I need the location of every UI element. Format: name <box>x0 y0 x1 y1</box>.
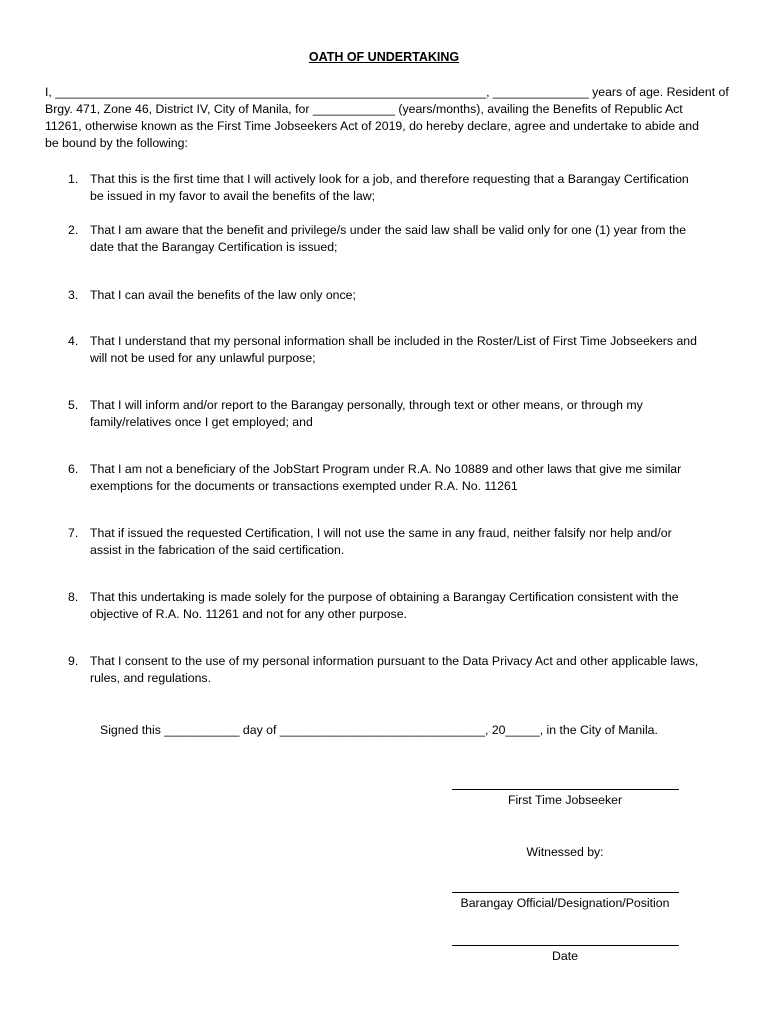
item-line: rules, and regulations. <box>90 671 211 685</box>
item-number: 5. <box>68 398 79 412</box>
date-line <box>452 945 679 946</box>
item-line: family/relatives once I get employed; and <box>90 415 313 429</box>
item-line: objective of R.A. No. 11261 and not for any other purpose. <box>90 607 407 621</box>
item-number: 1. <box>68 172 79 186</box>
item-line: That I understand that my personal information shall be included in the Roster/List of First Time Jobseekers and <box>90 334 697 348</box>
jobseeker-label: First Time Jobseeker <box>507 793 623 807</box>
item-line: assist in the fabrication of the said certification. <box>90 543 345 557</box>
item-text <box>90 222 730 256</box>
item-line: That I am aware that the benefit and privilege/s under the said law shall be valid only for one (1) year from the <box>90 223 687 237</box>
item-line: That I will inform and/or report to the Barangay personally, through text or other means, or through my <box>90 398 643 412</box>
document-title: OATH OF UNDERTAKING <box>308 50 460 64</box>
item-text <box>90 461 730 495</box>
item-line: That if issued the requested Certification, I will not use the same in any fraud, neither falsify nor help and/or <box>90 526 672 540</box>
item-text <box>90 653 730 687</box>
item-line: That I consent to the use of my personal information pursuant to the Data Privacy Act and other applicable laws, <box>90 654 699 668</box>
intro-line: be bound by the following: <box>45 136 188 150</box>
item-line: will not be used for any unlawful purpose; <box>90 351 316 365</box>
witnessed-by-label: Witnessed by: <box>526 845 604 859</box>
item-line: That I can avail the benefits of the law only once; <box>90 288 356 302</box>
item-number: 6. <box>68 462 79 476</box>
item-number: 8. <box>68 590 79 604</box>
item-text <box>90 589 730 623</box>
item-text <box>90 397 730 431</box>
official-label: Barangay Official/Designation/Position <box>460 896 670 910</box>
item-line: That this is the first time that I will actively look for a job, and therefore requesting that a Barangay Certification <box>90 172 689 186</box>
signed-date-line: Signed this ___________ day of ______________________________, 20_____, in the City of Manila. <box>100 723 658 737</box>
official-signature-line <box>452 892 679 893</box>
item-line: be issued in my favor to avail the benefits of the law; <box>90 189 376 203</box>
item-number: 9. <box>68 654 79 668</box>
item-text <box>90 333 730 367</box>
intro-line: 11261, otherwise known as the First Time Jobseekers Act of 2019, do hereby declare, agree and undertake to abide and <box>45 119 699 133</box>
jobseeker-signature-line <box>452 789 679 790</box>
item-number: 4. <box>68 334 79 348</box>
item-text <box>90 171 730 205</box>
item-line: That this undertaking is made solely for the purpose of obtaining a Barangay Certification consistent with the <box>90 590 679 604</box>
item-number: 2. <box>68 223 79 237</box>
item-line: date that the Barangay Certification is issued; <box>90 240 338 254</box>
intro-line: I, _______________________________________________________________, ______________ years of age. Resident of <box>45 85 729 99</box>
item-line: That I am not a beneficiary of the JobStart Program under R.A. No 10889 and other laws that give me similar <box>90 462 682 476</box>
item-text <box>90 525 730 559</box>
intro-paragraph <box>45 84 729 152</box>
item-number: 3. <box>68 288 79 302</box>
intro-line: Brgy. 471, Zone 46, District IV, City of Manila, for ____________ (years/months), availing the Benefits of Republic Act <box>45 102 683 116</box>
item-text <box>90 287 730 304</box>
item-number: 7. <box>68 526 79 540</box>
item-line: exemptions for the documents or transactions exempted under R.A. No. 11261 <box>90 479 518 493</box>
date-label: Date <box>552 949 578 963</box>
